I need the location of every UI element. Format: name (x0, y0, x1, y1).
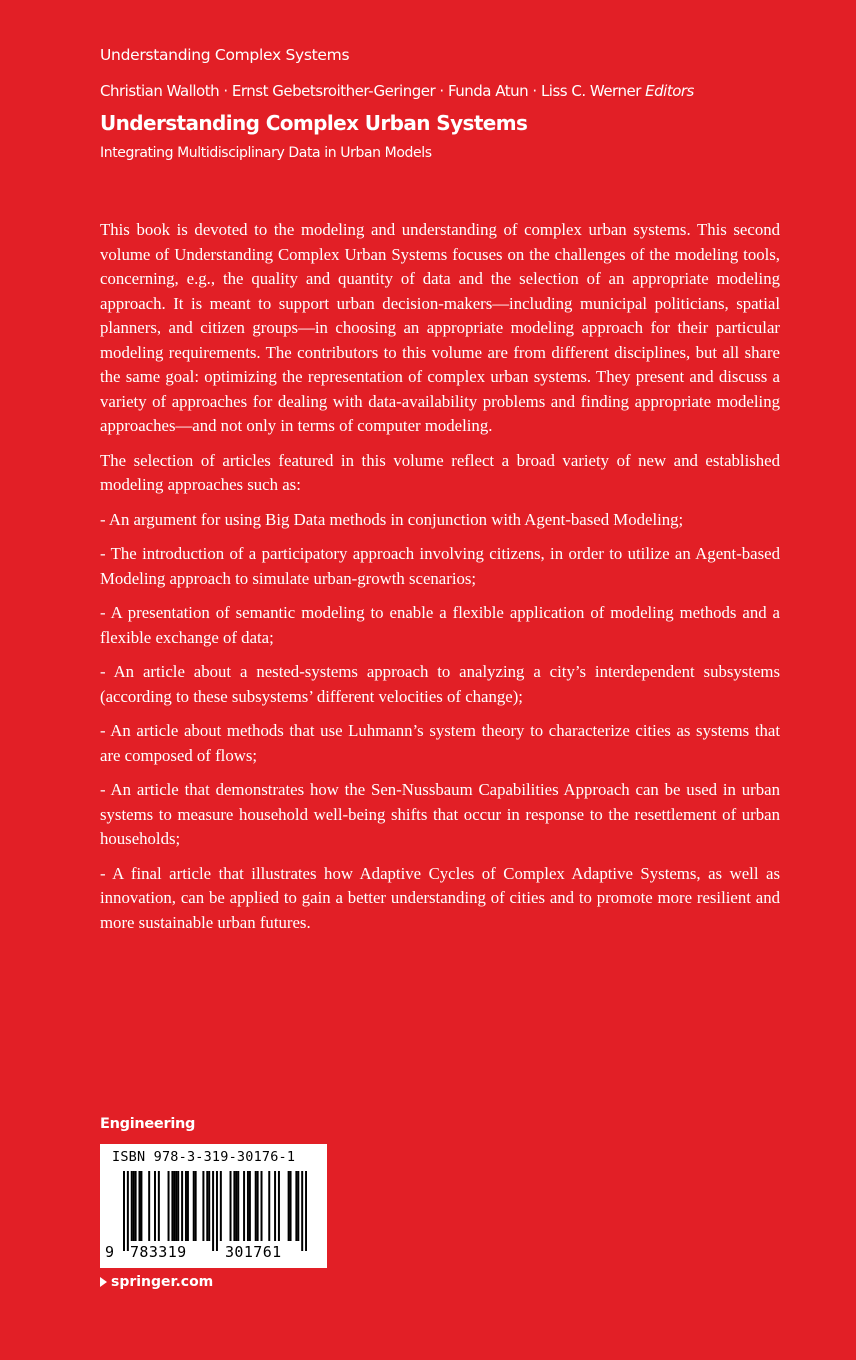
description-item: - An article about a nested-systems approach to analyzing a city’s interdependent subsystems (according to these subsystems’ different velocities of change); (100, 662, 780, 706)
website-link[interactable] (100, 1274, 213, 1290)
description-item: - A presentation of semantic modeling to enable a flexible application of modeling methods and a flexible exchange of data; (100, 603, 780, 647)
barcode-bar (181, 1171, 183, 1241)
barcode-bar (208, 1171, 210, 1241)
barcode-bar (305, 1171, 307, 1251)
barcode-bar (278, 1171, 280, 1241)
barcode-bar (138, 1171, 140, 1241)
barcode-bar (135, 1171, 137, 1241)
barcode-bar (247, 1171, 249, 1241)
description-item: - An article that demonstrates how the Sen-Nussbaum Capabilities Approach can be used in urban systems to measure household well-being shifts that occur in response to the resettlement of urban households; (100, 780, 780, 848)
barcode-bar (173, 1171, 175, 1241)
barcode-bar (216, 1171, 218, 1251)
ean-first-digit: 9 (105, 1243, 115, 1261)
barcode-bar (220, 1171, 222, 1241)
barcode-bar (212, 1171, 214, 1251)
barcode-bar (202, 1171, 204, 1241)
description-item: - An argument for using Big Data methods in conjunction with Agent-based Modeling; (100, 509, 684, 529)
barcode-bar (123, 1171, 125, 1251)
barcode-bar (140, 1171, 142, 1241)
barcode-bar (177, 1171, 179, 1241)
barcode-bar (154, 1171, 156, 1241)
barcode-bar (235, 1171, 237, 1241)
barcode-block (100, 1144, 327, 1268)
barcode-bar (297, 1171, 299, 1241)
barcode-bar (230, 1171, 232, 1241)
description-lead: The selection of articles featured in this volume reflect a broad variety of new and established modeling approaches such as: (100, 450, 780, 494)
description-item: - An article about methods that use Luhmann’s system theory to characterize cities as systems that are composed of flows; (100, 721, 780, 765)
website-text: springer.com (111, 1274, 214, 1290)
subject-category: Engineering (100, 1116, 196, 1132)
editors-line (100, 82, 694, 100)
barcode-bar (187, 1171, 189, 1241)
barcode-bar (127, 1171, 129, 1251)
barcode-bar (243, 1171, 245, 1241)
barcode-bar (268, 1171, 270, 1241)
barcode-bar (133, 1171, 135, 1241)
ean-left-digits: 783319 (130, 1243, 187, 1261)
description-intro: This book is devoted to the modeling and understanding of complex urban systems. This second volume of Understanding Complex Urban Systems focuses on the challenges of the modeling tools, concerning, e.g., the quality and quantity of data and the selection of an appropriate modeling approach. It is meant to support urban decision-makers—including municipal politicians, spatial planners, and citizen groups—in choosing an appropriate modeling approach for their particular modeling requirements. The contributors to this volume are from different disciplines, but all share the same goal: optimizing the representation of complex urban systems. They present and discuss a variety of approaches for dealing with data-availability problems and finding appropriate modeling approaches—and not only in terms of computer modeling. (100, 220, 780, 435)
barcode-bar (261, 1171, 263, 1241)
barcode-bar (288, 1171, 290, 1241)
barcode-bar (290, 1171, 292, 1241)
book-description (100, 218, 780, 945)
isbn-label: ISBN 978-3-319-30176-1 (112, 1149, 296, 1165)
description-item: - A final article that illustrates how Adaptive Cycles of Complex Adaptive Systems, as well as innovation, can be applied to gain a better understanding of cities and to promote more resilient and more sustainable urban futures. (100, 863, 780, 932)
barcode-bar (171, 1171, 173, 1241)
barcode-bar (206, 1171, 208, 1241)
barcode-bar (233, 1171, 235, 1241)
series-name: Understanding Complex Systems (100, 46, 350, 64)
description-item: - The introduction of a participatory approach involving citizens, in order to utilize an Agent-based Modeling approach to simulate urban-growth scenarios; (100, 544, 780, 588)
editors-role: Editors (645, 82, 694, 100)
barcode-bar (175, 1171, 177, 1241)
arrow-icon (100, 1277, 107, 1287)
barcode-bar (195, 1171, 197, 1241)
barcode-bar (274, 1171, 276, 1241)
barcode-bar (257, 1171, 259, 1241)
barcode-bar (148, 1171, 150, 1241)
barcode-bar (193, 1171, 195, 1241)
barcode-bar (249, 1171, 251, 1241)
barcode-bar (301, 1171, 303, 1251)
barcode-bar (237, 1171, 239, 1241)
barcode-bar (255, 1171, 257, 1241)
barcode-bar (158, 1171, 160, 1241)
book-subtitle: Integrating Multidisciplinary Data in Urban Models (100, 145, 432, 161)
editor-names: Christian Walloth · Ernst Gebetsroither-Geringer · Funda Atun · Liss C. Werner (100, 82, 641, 100)
barcode-icon (123, 1171, 307, 1251)
barcode-bar (131, 1171, 133, 1241)
ean-right-digits: 301761 (225, 1243, 282, 1261)
barcode-bar (168, 1171, 170, 1241)
book-title: Understanding Complex Urban Systems (100, 111, 528, 135)
barcode-bar (185, 1171, 187, 1241)
barcode-bar (295, 1171, 297, 1241)
